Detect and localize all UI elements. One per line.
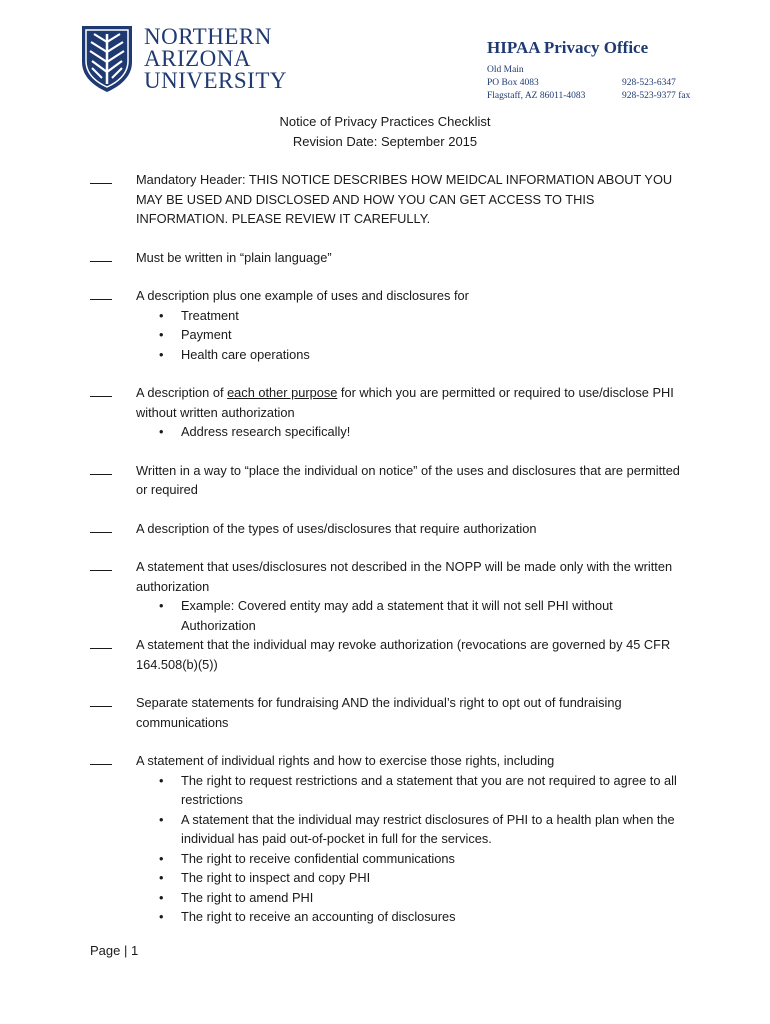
- item-text: A statement of individual rights and how to exercise those rights, including: [136, 753, 555, 768]
- item-text: Separate statements for fundraising AND the individual’s right to opt out of fundraising communications: [136, 695, 622, 730]
- office-fax: 928-523-9377 fax: [622, 91, 691, 101]
- checklist-item: [90, 248, 690, 268]
- checkbox-blank[interactable]: [90, 635, 112, 649]
- office-phone: 928-523-6347: [622, 78, 676, 88]
- item-text: A description plus one example of uses and disclosures for: [136, 288, 469, 303]
- item-text: A statement that uses/disclosures not described in the NOPP will be made only with the written authorization: [136, 559, 673, 594]
- item-text: Must be written in “plain language”: [136, 249, 332, 265]
- underlined-phrase: each other purpose: [227, 385, 338, 400]
- page-number: Page | 1: [90, 943, 139, 958]
- checklist-item: [90, 286, 690, 364]
- checklist-item: [90, 751, 690, 927]
- nau-shield-icon: [78, 24, 136, 94]
- logo-line-2: ARIZONA: [144, 46, 251, 71]
- checkbox-blank[interactable]: [90, 693, 112, 707]
- item-text: A description of the types of uses/disclosures that require authorization: [136, 520, 537, 536]
- checkbox-blank[interactable]: [90, 383, 112, 397]
- bullet-item: • Health care operations: [181, 345, 690, 365]
- bullet-item: • The right to inspect and copy PHI: [181, 868, 690, 888]
- checkbox-blank[interactable]: [90, 461, 112, 475]
- office-address-3: Flagstaff, AZ 86011-4083: [487, 91, 586, 101]
- logo-line-1: NORTHERN: [144, 24, 272, 49]
- checkbox-blank[interactable]: [90, 751, 112, 765]
- checkbox-blank[interactable]: [90, 519, 112, 533]
- bullet-item: • The right to amend PHI: [181, 888, 690, 908]
- bullet-item: • Payment: [181, 325, 690, 345]
- item-text: A statement that the individual may revoke authorization (revocations are governed by 45 CFR 164.508(b)(5)): [136, 637, 671, 672]
- item-text: Written in a way to “place the individual on notice” of the uses and disclosures that are permitted or required: [136, 462, 680, 497]
- logo-wordmark: [144, 26, 287, 92]
- office-title: HIPAA Privacy Office: [487, 38, 649, 57]
- checklist-item: [90, 170, 690, 229]
- nau-logo: [78, 24, 287, 94]
- item-text: A description of each other purpose for which you are permitted or required to use/disclose PHI without written authorization: [136, 385, 674, 420]
- bullet-item: • A statement that the individual may restrict disclosures of PHI to a health plan when the individual has paid out-of-pocket in full for the services.: [181, 810, 690, 849]
- checklist: [90, 170, 690, 927]
- checklist-item: [90, 635, 690, 674]
- checkbox-blank[interactable]: [90, 557, 112, 571]
- checkbox-blank[interactable]: [90, 286, 112, 300]
- checkbox-blank[interactable]: [90, 170, 112, 184]
- office-address-1: Old Main: [487, 65, 524, 75]
- document-title: Notice of Privacy Practices Checklist: [279, 114, 491, 129]
- checklist-item: [90, 557, 690, 635]
- revision-date: Revision Date: September 2015: [292, 134, 478, 149]
- checkbox-blank[interactable]: [90, 248, 112, 262]
- bullet-item: • Example: Covered entity may add a statement that it will not sell PHI without Authorization: [181, 596, 690, 635]
- office-contact: [487, 38, 727, 103]
- bullet-item: • The right to receive an accounting of disclosures: [181, 907, 690, 927]
- item-text: Mandatory Header: THIS NOTICE DESCRIBES HOW MEIDCAL INFORMATION ABOUT YOU MAY BE USED AND DISCLOSED AND HOW YOU CAN GET ACCESS TO THIS INFORMATION. PLEASE REVIEW IT CAREFULLY.: [136, 172, 673, 226]
- checklist-item: [90, 519, 690, 539]
- bullet-item: • The right to receive confidential communications: [181, 849, 690, 869]
- logo-line-3: UNIVERSITY: [144, 68, 287, 93]
- office-address-2: PO Box 4083: [487, 78, 539, 88]
- checklist-item: [90, 383, 690, 442]
- checklist-item: [90, 461, 690, 500]
- checklist-item: [90, 693, 690, 732]
- bullet-item: • Address research specifically!: [181, 422, 690, 442]
- bullet-item: • Treatment: [181, 306, 690, 326]
- bullet-item: • The right to request restrictions and a statement that you are not required to agree to all restrictions: [181, 771, 690, 810]
